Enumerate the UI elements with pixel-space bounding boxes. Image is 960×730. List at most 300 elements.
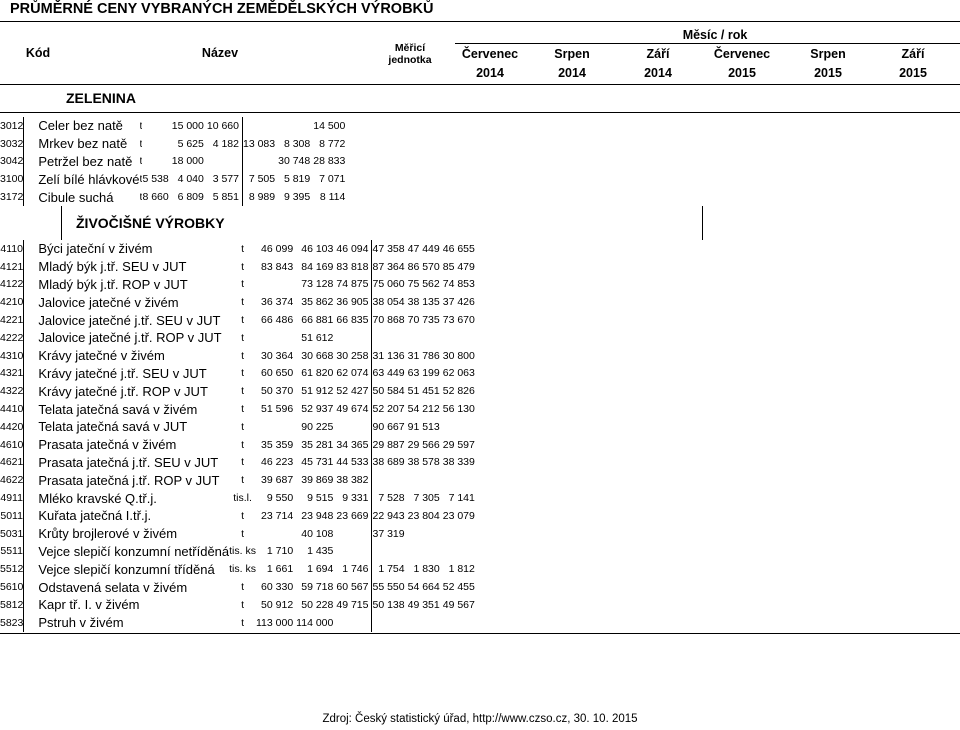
header-jednotka-line1: Měřicí [394, 42, 426, 54]
table-row [0, 170, 348, 188]
row-value: 30 800 [442, 349, 475, 362]
row-unit: t [241, 403, 245, 416]
row-value: 14 500 [313, 119, 346, 132]
row-code: 3012 [0, 117, 24, 135]
row-value [443, 543, 478, 561]
row-unit: t [139, 173, 143, 186]
row-value: 62 063 [442, 367, 475, 380]
row-value: 47 449 [407, 242, 440, 255]
row-value: 36 905 [336, 293, 372, 311]
row-value [278, 117, 313, 135]
row-name: Kapr tř. I. v živém [38, 597, 140, 613]
header-jednotka [380, 42, 440, 66]
row-value: 7 528 [378, 492, 405, 505]
row-code: 4121 [0, 258, 24, 276]
row-value: 37 319 [372, 527, 405, 540]
row-value: 70 868 [372, 314, 405, 327]
row-value: 54 212 [407, 403, 440, 416]
row-unit: t [241, 616, 245, 629]
row-value: 49 567 [442, 598, 475, 611]
row-value: 5 819 [283, 173, 311, 186]
row-code: 4310 [0, 347, 24, 365]
row-value: 39 869 [301, 474, 334, 487]
row-value: 29 887 [372, 438, 405, 451]
table-row [0, 596, 478, 614]
row-code: 4420 [0, 418, 24, 436]
row-name: Krávy jatečné v živém [38, 348, 165, 364]
section-zelenina: ZELENINA [66, 90, 136, 106]
row-value: 9 331 [336, 489, 372, 507]
row-value: 61 820 [301, 367, 334, 380]
row-value: 13 083 [242, 137, 276, 150]
row-value: 59 718 [301, 581, 334, 594]
row-value: 5 625 [177, 137, 204, 150]
row-unit: tis.l. [233, 492, 252, 505]
row-value: 8 772 [319, 137, 346, 150]
row-value: 1 710 [266, 545, 294, 558]
row-value: 30 748 [278, 155, 311, 168]
row-value: 46 655 [442, 242, 475, 255]
row-value [336, 418, 372, 436]
zivocisne-label-row [0, 206, 960, 240]
row-value: 1 694 [307, 563, 334, 576]
row-value [408, 543, 443, 561]
header-year-2: 2014 [558, 66, 586, 80]
row-value: 7 141 [448, 492, 475, 505]
row-value: 6 809 [177, 191, 204, 204]
table-row [0, 117, 348, 135]
row-value: 70 735 [407, 314, 440, 327]
row-value: 52 207 [372, 403, 405, 416]
row-value: 113 000 [255, 616, 294, 629]
header-month-4: Červenec [713, 47, 771, 61]
header-month-3: Září [646, 47, 670, 61]
row-value: 54 664 [407, 581, 440, 594]
row-value: 45 731 [301, 456, 334, 469]
row-value: 56 130 [442, 403, 475, 416]
row-value [408, 471, 443, 489]
header-year-6: 2015 [899, 66, 927, 80]
row-value: 52 455 [442, 581, 475, 594]
row-value: 46 103 [301, 242, 334, 255]
header-year-5: 2015 [814, 66, 842, 80]
row-value: 50 912 [261, 598, 294, 611]
row-name: Krůty brojlerové v živém [38, 526, 178, 542]
row-name: Pstruh v živém [38, 615, 124, 631]
row-value [336, 329, 372, 347]
row-code: 4110 [0, 240, 24, 258]
header-top-rule [0, 21, 960, 22]
row-value: 8 114 [319, 191, 346, 204]
row-value: 46 223 [261, 456, 294, 469]
row-value: 1 746 [336, 560, 372, 578]
row-value: 46 099 [261, 242, 294, 255]
row-name: Celer bez natě [38, 118, 123, 134]
row-value [242, 153, 278, 171]
row-value: 85 479 [442, 260, 475, 273]
row-unit: t [139, 191, 143, 204]
row-value: 23 948 [301, 509, 334, 522]
row-unit: t [241, 278, 245, 291]
table-row [0, 135, 348, 153]
row-value: 66 835 [336, 311, 372, 329]
zivocisne-table [0, 240, 478, 632]
row-unit: t [241, 242, 245, 255]
row-code: 4621 [0, 454, 24, 472]
table-row [0, 560, 478, 578]
section-zivocisne: ŽIVOČIŠNÉ VÝROBKY [76, 215, 225, 231]
row-value: 8 308 [283, 137, 311, 150]
row-code: 4122 [0, 276, 24, 294]
row-value: 9 515 [307, 492, 334, 505]
row-value [139, 135, 171, 153]
row-name: Býci jateční v živém [38, 241, 153, 257]
row-code: 4210 [0, 293, 24, 311]
table-row [0, 293, 478, 311]
row-unit: tis. ks [229, 563, 256, 576]
header-month-2: Srpen [554, 47, 590, 61]
row-value: 49 674 [336, 400, 372, 418]
row-value [256, 329, 296, 347]
row-unit: t [241, 331, 245, 344]
row-code: 5610 [0, 578, 24, 596]
row-code: 3032 [0, 135, 24, 153]
row-unit: t [241, 509, 245, 522]
row-value: 37 426 [442, 296, 475, 309]
table-row [0, 471, 478, 489]
row-value: 1 435 [307, 545, 334, 558]
row-unit: t [241, 349, 245, 362]
row-unit: t [241, 260, 245, 273]
row-value: 52 826 [442, 385, 475, 398]
row-name: Jalovice jatečné v živém [38, 294, 179, 310]
row-value: 75 060 [372, 278, 405, 291]
row-value: 22 943 [372, 509, 405, 522]
row-name: Jalovice jatečné j.tř. ROP v JUT [38, 330, 222, 346]
row-unit: t [241, 314, 245, 327]
table-row [0, 400, 478, 418]
row-name: Vejce slepičí konzumní netříděná [38, 543, 230, 559]
row-value [256, 418, 296, 436]
row-value: 50 228 [301, 598, 334, 611]
row-value: 50 370 [261, 385, 294, 398]
table-row [0, 489, 478, 507]
row-unit: tis. ks [229, 545, 256, 558]
row-value: 1 812 [448, 563, 475, 576]
row-value: 7 505 [248, 173, 276, 186]
row-value: 8 660 [142, 191, 169, 204]
row-value: 38 578 [407, 456, 440, 469]
row-value: 38 382 [336, 471, 372, 489]
row-code: 3042 [0, 153, 24, 171]
row-value: 30 668 [301, 349, 334, 362]
table-row [0, 454, 478, 472]
row-value: 47 358 [372, 242, 405, 255]
row-value [408, 614, 443, 632]
row-code: 4410 [0, 400, 24, 418]
row-value: 15 000 [171, 119, 204, 132]
row-name: Vejce slepičí konzumní tříděná [38, 561, 215, 577]
row-value: 50 138 [372, 598, 405, 611]
row-code: 5031 [0, 525, 24, 543]
row-code: 5511 [0, 543, 24, 561]
row-code: 5823 [0, 614, 24, 632]
row-value [207, 153, 243, 171]
row-value: 30 364 [261, 349, 294, 362]
row-value: 87 364 [372, 260, 405, 273]
header-month-6: Září [901, 47, 925, 61]
row-value: 90 225 [301, 420, 334, 433]
row-value: 60 330 [261, 581, 294, 594]
table-row [0, 329, 478, 347]
zelenina-bottom-rule [0, 112, 960, 113]
row-value: 73 670 [442, 314, 475, 327]
row-value: 29 566 [407, 438, 440, 451]
table-row [0, 578, 478, 596]
row-unit: t [241, 456, 245, 469]
row-value: 63 199 [407, 367, 440, 380]
row-name: Prasata jatečná v živém [38, 437, 177, 453]
row-value: 7 305 [413, 492, 440, 505]
row-value: 74 853 [442, 278, 475, 291]
row-value: 5 538 [142, 173, 169, 186]
row-value: 83 843 [261, 260, 294, 273]
table-row [0, 153, 348, 171]
table-row [0, 188, 348, 206]
row-code: 5512 [0, 560, 24, 578]
row-value [256, 525, 296, 543]
row-value [443, 418, 478, 436]
source-note: Zdroj: Český statistický úřad, http://www.czso.cz, 30. 10. 2015 [322, 713, 638, 725]
row-value [408, 525, 443, 543]
row-value: 50 584 [372, 385, 405, 398]
row-value [242, 117, 278, 135]
row-value: 34 365 [336, 436, 372, 454]
row-value [256, 276, 296, 294]
row-unit: t [241, 474, 245, 487]
row-value: 52 427 [336, 382, 372, 400]
table-row [0, 543, 478, 561]
row-unit: t [241, 420, 245, 433]
row-value: 1 830 [413, 563, 440, 576]
table-row [0, 365, 478, 383]
table-row [0, 525, 478, 543]
header-mesic-rok: Měsíc / rok [682, 28, 748, 42]
row-name: Prasata jatečná j.tř. SEU v JUT [38, 454, 219, 470]
row-code: 3100 [0, 170, 24, 188]
row-code: 4221 [0, 311, 24, 329]
row-code: 4610 [0, 436, 24, 454]
row-name: Krávy jatečné j.tř. SEU v JUT [38, 365, 207, 381]
row-value [139, 153, 171, 171]
table-row [0, 436, 478, 454]
row-value: 31 786 [407, 349, 440, 362]
row-value [443, 525, 478, 543]
row-value: 51 612 [301, 331, 334, 344]
mid-column-rule [702, 206, 703, 240]
table-row [0, 347, 478, 365]
row-unit: t [241, 385, 245, 398]
row-value: 84 169 [301, 260, 334, 273]
row-code: 4321 [0, 365, 24, 383]
row-value [336, 543, 372, 561]
table-row [0, 240, 478, 258]
row-value: 38 054 [372, 296, 405, 309]
row-value: 90 667 [372, 420, 405, 433]
page-title: PRŮMĚRNÉ CENY VYBRANÝCH ZEMĚDĚLSKÝCH VÝROBKŮ [10, 1, 434, 17]
row-value [443, 471, 478, 489]
header-month-rule [455, 43, 960, 44]
row-name: Mladý býk j.tř. ROP v JUT [38, 276, 188, 292]
row-code: 5011 [0, 507, 24, 525]
row-value: 18 000 [171, 155, 204, 168]
row-code: 4622 [0, 471, 24, 489]
row-unit: t [241, 367, 245, 380]
row-value: 30 258 [336, 347, 372, 365]
header-month-1: Červenec [461, 47, 519, 61]
row-value: 66 881 [301, 314, 334, 327]
row-value: 35 862 [301, 296, 334, 309]
row-name: Krávy jatečné j.tř. ROP v JUT [38, 383, 208, 399]
row-value [443, 614, 478, 632]
row-value: 23 669 [336, 507, 372, 525]
row-value: 29 597 [442, 438, 475, 451]
row-value: 3 577 [207, 170, 243, 188]
row-value: 9 395 [283, 191, 311, 204]
header-year-1: 2014 [476, 66, 504, 80]
row-value: 31 136 [372, 349, 405, 362]
row-value: 75 562 [407, 278, 440, 291]
row-value: 4 040 [177, 173, 204, 186]
row-value: 74 875 [336, 276, 372, 294]
table-row [0, 507, 478, 525]
row-value [372, 543, 408, 561]
row-value: 38 339 [442, 456, 475, 469]
row-unit: t [139, 155, 143, 168]
row-value: 35 281 [301, 438, 334, 451]
row-value: 35 359 [261, 438, 294, 451]
row-name: Mladý býk j.tř. SEU v JUT [38, 259, 187, 275]
row-value: 23 804 [407, 509, 440, 522]
row-value: 55 550 [372, 581, 405, 594]
row-unit: t [241, 296, 245, 309]
row-name: Cibule suchá [38, 189, 114, 205]
row-name: Jalovice jatečné j.tř. SEU v JUT [38, 312, 221, 328]
row-value: 5 851 [207, 188, 243, 206]
row-name: Mléko kravské Q.tř.j. [38, 490, 157, 506]
table-row [0, 276, 478, 294]
row-value: 44 533 [336, 454, 372, 472]
row-value: 23 079 [442, 509, 475, 522]
row-value: 83 818 [336, 258, 372, 276]
row-code: 4322 [0, 382, 24, 400]
row-value: 66 486 [261, 314, 294, 327]
row-value: 62 074 [336, 365, 372, 383]
row-value: 91 513 [407, 420, 440, 433]
row-value: 40 108 [301, 527, 334, 540]
row-value [139, 117, 171, 135]
row-unit: t [139, 137, 143, 150]
header-bottom-rule [0, 84, 960, 85]
row-name: Zelí bílé hlávkové [38, 171, 140, 187]
row-name: Odstavená selata v živém [38, 579, 188, 595]
header-month-5: Srpen [810, 47, 846, 61]
row-value: 63 449 [372, 367, 405, 380]
row-value: 9 550 [266, 492, 294, 505]
row-unit: t [241, 438, 245, 451]
row-value: 52 937 [301, 403, 334, 416]
row-value: 39 687 [261, 474, 294, 487]
code-column-rule [61, 206, 62, 240]
row-value: 28 833 [313, 155, 346, 168]
row-value: 1 754 [378, 563, 405, 576]
row-value [336, 525, 372, 543]
row-value [372, 329, 408, 347]
table-row [0, 418, 478, 436]
row-name: Prasata jatečná j.tř. ROP v JUT [38, 472, 220, 488]
row-value [408, 329, 443, 347]
row-value: 38 135 [407, 296, 440, 309]
row-value [372, 471, 408, 489]
row-code: 4222 [0, 329, 24, 347]
row-value: 1 661 [266, 563, 294, 576]
row-value [443, 329, 478, 347]
header-year-3: 2014 [644, 66, 672, 80]
row-code: 3172 [0, 188, 24, 206]
header-kod: Kód [25, 46, 51, 60]
row-value: 49 715 [336, 596, 372, 614]
header-year-4: 2015 [728, 66, 756, 80]
row-value: 10 660 [207, 117, 243, 135]
table-row [0, 258, 478, 276]
row-value: 73 128 [301, 278, 334, 291]
row-unit: t [241, 527, 245, 540]
row-name: Kuřata jatečná I.tř.j. [38, 508, 152, 524]
row-value: 7 071 [319, 173, 346, 186]
row-value: 36 374 [261, 296, 294, 309]
row-value [372, 614, 408, 632]
row-value: 114 000 [296, 616, 334, 629]
row-name: Telata jatečná savá v JUT [38, 419, 188, 435]
table-row [0, 311, 478, 329]
row-value: 38 689 [372, 456, 405, 469]
zelenina-table [0, 117, 348, 206]
row-code: 5812 [0, 596, 24, 614]
row-value: 8 989 [248, 191, 276, 204]
row-value: 60 567 [336, 578, 372, 596]
row-name: Telata jatečná savá v živém [38, 401, 198, 417]
row-value: 51 596 [261, 403, 294, 416]
row-value: 60 650 [261, 367, 294, 380]
table-row [0, 614, 478, 632]
row-value: 51 451 [407, 385, 440, 398]
header-nazev: Název [201, 46, 239, 60]
row-code: 4911 [0, 489, 24, 507]
row-unit: t [241, 598, 245, 611]
table-row [0, 382, 478, 400]
row-value [336, 614, 372, 632]
row-unit: t [241, 581, 245, 594]
row-name: Mrkev bez natě [38, 136, 128, 152]
row-value: 49 351 [407, 598, 440, 611]
row-value: 86 570 [407, 260, 440, 273]
row-value: 4 182 [207, 135, 243, 153]
header-jednotka-line2: jednotka [388, 54, 432, 66]
row-value: 51 912 [301, 385, 334, 398]
row-unit: t [139, 119, 143, 132]
table-bottom-rule [0, 633, 960, 634]
row-name: Petržel bez natě [38, 153, 133, 169]
